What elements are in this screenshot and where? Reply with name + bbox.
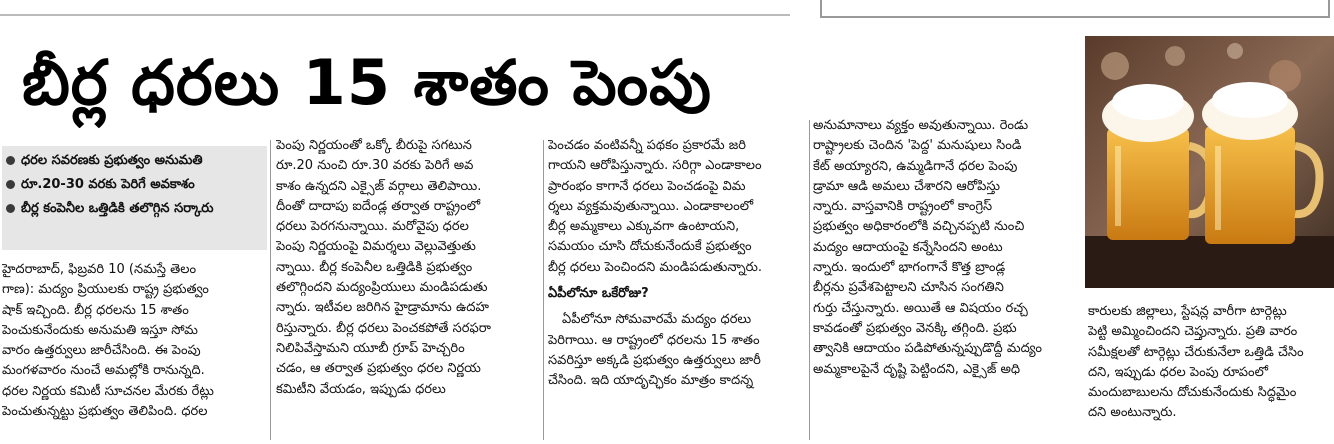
text-line: మందుబాబులను దోచుకునేందుకు సిద్ధమైం [1088, 385, 1297, 401]
text-line: మంగళవారం నుంచే అమల్లోకి రానున్నది. [2, 363, 205, 379]
text-line: సమయం చూసి దోచుకునేందుకే ప్రభుత్వం [548, 239, 752, 255]
text-line: డ్రామా ఆడి అమలు చేశారని ఆరోపిస్తు [813, 178, 1001, 194]
text-line: సవరిస్తూ అక్కడి ప్రభుత్వం ఉత్తర్వులు జారీ [548, 352, 761, 368]
text-line: కాశం ఉన్నదని ఎక్సైజ్ వర్గాలు తెలిపాయి. [276, 178, 482, 194]
text-line: ఏపీలోనూ సోమవారమే మద్యం ధరలు [562, 312, 752, 328]
text-line: వారం ఉత్తర్వులు జారీచేసింది. ఈ పెంపు [2, 343, 201, 359]
text-line: గాయని ఆరోపిస్తున్నారు. సరిగ్గా ఎండాకాలం [548, 158, 762, 174]
text-line: ప్రభుత్వం అధికారంలోకి వచ్చినప్పటి నుంచి [813, 219, 1025, 235]
text-line: గాణ): మద్యం ప్రియులకు రాష్ట్ర ప్రభుత్వం [2, 282, 209, 298]
text-line: కమిటీని వేయడం, ఇప్పుడు ధరలు [276, 381, 446, 397]
text-line: న్నారు. ఇందులో భాగంగానే కొత్త బ్రాండ్ల [813, 260, 1006, 276]
text-line: సమీక్షలతో టార్గెట్లు చేరుకునేలా ఒత్తిడి చేసిం [1088, 344, 1304, 360]
highlight-item [2, 197, 267, 221]
text-line: రూ.20 నుంచి రూ.30 వరకు పెరిగే అవ [276, 158, 474, 174]
text-line: చడం, ఆ తర్వాత ప్రభుత్వం ధరల నిర్ణయ [276, 361, 481, 377]
text-line: న్నారు. ఇటీవల జరిగిన హైడ్రామాను ఉదహ [276, 300, 489, 316]
highlight-item [2, 173, 267, 197]
text-line: గుర్తు చేస్తున్నారు. అయితే ఆ విషయం రచ్చ [813, 300, 1028, 316]
article-column-4 [813, 116, 1075, 380]
highlight-text: ధరల సవరణకు ప్రభుత్వం అనుమతి [21, 153, 203, 168]
article-column-3 [548, 136, 810, 392]
column-rule [270, 140, 271, 440]
text-line: దని, ఇప్పుడు ధరల పెంపు రూపంలో [1088, 364, 1268, 380]
text-line: కేట్ అయ్యారని, ఉమ్మడిగానే ధరల పెంపు [813, 158, 1018, 174]
text-line: రిస్తున్నారు. బీర్ల ధరలు పెంచకపోతే సరఫరా [276, 320, 491, 336]
text-line: అమ్మకాలపైనే దృష్టి పెట్టిందని, ఎక్సైజ్ అధి [813, 361, 1021, 377]
text-line: పెట్టి అమ్మించిందని చెప్తున్నారు. ప్రతి వారం [1088, 324, 1298, 340]
text-line: త్వానికి ఆదాయం పడిపోతున్నప్పుడొద్దీ మద్యం [813, 341, 1042, 357]
text-line: ర్శలు వ్యక్తమవుతున్నాయి. ఎండాకాలంలో [548, 198, 754, 214]
text-line: న్నారు. వాస్తవానికి రాష్ట్రంలో కాంగ్రెస్ [813, 199, 993, 215]
text-line: చేసింది. ఇది యాదృచ్ఛికం మాత్రం కాదన్న [548, 373, 754, 389]
text-line: ప్రారంభం కాగానే ధరలు పెంచడంపై విమ [548, 178, 746, 194]
highlight-text: రూ.20-30 వరకు పెరిగే అవకాశం [21, 177, 195, 192]
text-line: నిలిపివేస్తామని యూబీ గ్రూప్ హెచ్చరిం [276, 340, 465, 356]
text-line: ధరల నిర్ణయ కమిటీ సూచనల మేరకు రేట్లు [2, 383, 214, 399]
top-box-border [820, 0, 1330, 18]
subheading: ఏపీలోనూ ఒకేరోజు? [548, 286, 649, 302]
bullet-icon [6, 180, 15, 189]
text-line: బీర్లను ప్రవేశపెట్టాలని చూసిన సంగతిని [813, 280, 1004, 296]
highlights-box [2, 146, 267, 250]
bullet-icon [6, 156, 15, 165]
highlight-item [2, 149, 267, 173]
text-line: పెరిగాయి. ఆ రాష్ట్రంలో ధరలను 15 శాతం [548, 332, 760, 348]
text-line: రాష్ట్రాలకు చెందిన 'పెద్ద' మనుషులు సిండి [813, 138, 1022, 154]
text-line: హైదరాబాద్, ఫిబ్రవరి 10 (నమస్తే తెలం [2, 262, 197, 277]
text-line: పెంపు నిర్ణయంపై విమర్శలు వెల్లువెత్తుతు [276, 239, 476, 255]
beer-mugs-photo [1085, 36, 1334, 288]
text-line: బీర్ల ధరలు పెంచిందని మండిపడుతున్నారు. [548, 259, 762, 275]
text-line: పెంచడం వంటివన్నీ పథకం ప్రకారమే జరి [548, 138, 746, 153]
text-line: పెంపు నిర్ణయంతో ఒక్కో బీరుపై సగటున [276, 138, 472, 153]
text-line: కావడంతో ప్రభుత్వం వెనక్కి తగ్గింది. ప్రభు [813, 320, 1017, 336]
article-column-2 [276, 136, 538, 400]
text-line: బీర్ల అమ్మకాలు ఎక్కువగా ఉంటాయని, [548, 219, 740, 235]
text-line: పెంచుకునేందుకు అనుమతి ఇస్తూ సోమ [2, 322, 198, 338]
text-line: ధరలు పెరగనున్నాయి. మరోవైపు ధరల [276, 219, 469, 235]
column-rule [809, 120, 810, 440]
text-line: తలొగ్గిందని మద్యంప్రియులు మండిపడుతు [276, 280, 488, 296]
text-line: దీంతో దాదాపు ఐదేండ్ల తర్వాత రాష్ట్రంలో [276, 198, 481, 214]
text-line: దని అంటున్నారు. [1088, 405, 1177, 421]
text-line: మద్యం ఆదాయంపై కన్నేసిందని అంటు [813, 239, 1003, 255]
column-rule [543, 140, 544, 440]
text-line: షాక్ ఇచ్చింది. బీర్ల ధరలను 15 శాతం [2, 302, 189, 318]
text-line: పెంచుతున్నట్టు ప్రభుత్వం తెలిపింది. ధరల [2, 404, 208, 420]
bullet-icon [6, 204, 15, 213]
text-line: న్నాయి. బీర్ల కంపెనీల ఒత్తిడికి ప్రభుత్వం [276, 259, 473, 275]
top-divider [0, 14, 790, 16]
text-line: అనుమానాలు వ్యక్తం అవుతున్నాయి. రెండు [813, 118, 1029, 133]
headline: బీర్ల ధరలు 15 శాతం పెంపు [22, 46, 712, 119]
article-column-1 [2, 260, 264, 422]
highlight-text: బీర్ల కంపెనీల ఒత్తిడికి తలొగ్గిన సర్కారు [21, 201, 214, 216]
article-column-5 [1088, 302, 1332, 424]
text-line: కారులకు జిల్లాలు, స్టేషన్ల వారీగా టార్గెట్లు [1088, 304, 1287, 319]
